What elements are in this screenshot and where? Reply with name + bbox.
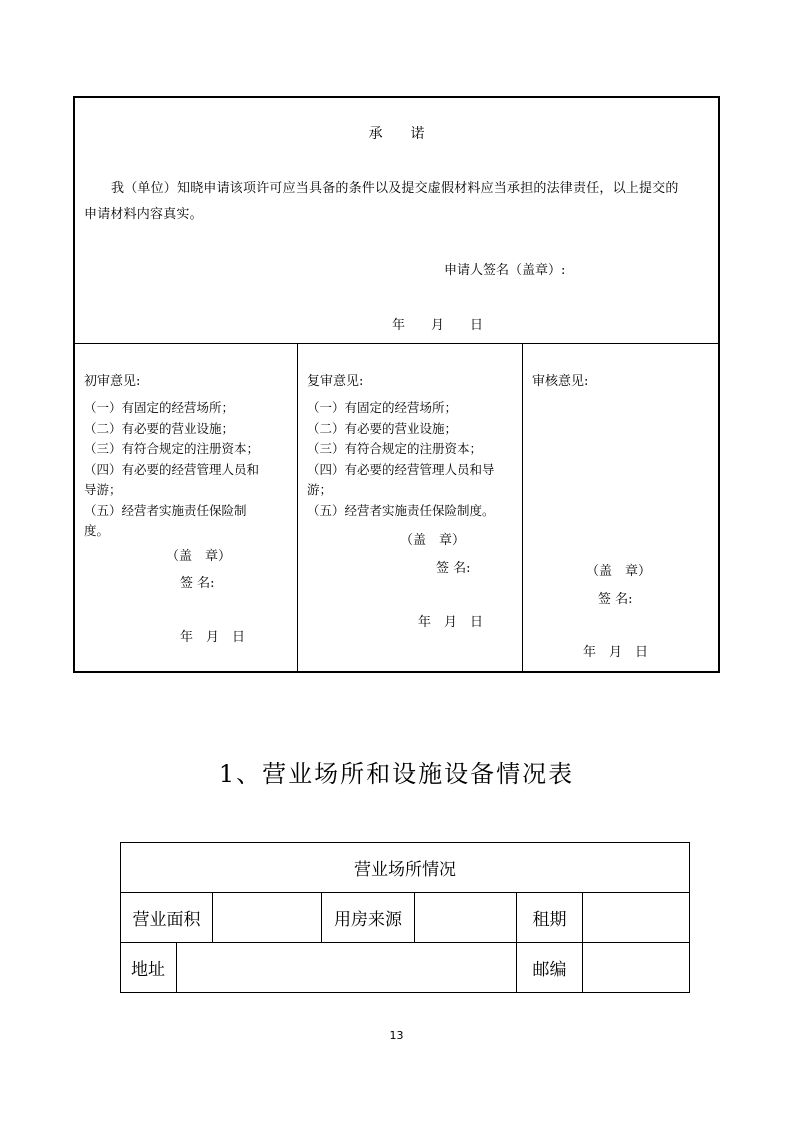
- review-divider-2: [522, 343, 523, 672]
- list-item: （二）有必要的营业设施；: [84, 420, 235, 436]
- source-value[interactable]: [415, 893, 517, 943]
- second-review-items: [307, 398, 521, 521]
- pledge-statement-line1: 我（单位）知晓申请该项许可应当具备的条件以及提交虚假材料应当承担的法律责任，以上提交的: [111, 181, 679, 196]
- area-label: 营业面积: [121, 893, 213, 943]
- source-label: 用房来源: [322, 893, 415, 943]
- list-item: （五）经营者实施责任保险制: [84, 502, 247, 518]
- pledge-statement: [84, 176, 718, 228]
- final-review-heading: 审核意见:: [532, 374, 589, 389]
- list-item: （三）有符合规定的注册资本；: [307, 441, 483, 456]
- section-title: 1、营业场所和设施设备情况表: [218, 760, 575, 788]
- postcode-label: 邮编: [517, 943, 583, 993]
- review-divider-1: [297, 343, 298, 672]
- list-item: （五）经营者实施责任保险制度。: [307, 502, 495, 518]
- table-row: [121, 843, 690, 893]
- second-sign-label: 签 名:: [436, 561, 471, 576]
- final-sign-label: 签 名:: [598, 592, 633, 607]
- table-row: [121, 893, 690, 943]
- initial-date: 年 月 日: [180, 630, 246, 645]
- initial-sign-label: 签 名:: [180, 576, 215, 591]
- initial-seal-label: （盖 章）: [166, 549, 232, 564]
- table-row: [121, 943, 690, 993]
- lease-value[interactable]: [583, 893, 690, 943]
- list-item: （二）有必要的营业设施；: [307, 420, 458, 436]
- second-review-heading: 复审意见:: [307, 374, 364, 389]
- address-value[interactable]: [177, 943, 517, 993]
- premises-header: 营业场所情况: [121, 843, 690, 893]
- page-number: 13: [389, 1029, 404, 1042]
- list-item: 游；: [307, 482, 333, 497]
- second-seal-label: （盖 章）: [400, 533, 466, 548]
- final-seal-label: （盖 章）: [586, 564, 652, 579]
- list-item: 导游；: [84, 482, 122, 497]
- list-item: （四）有必要的经营管理人员和: [84, 461, 260, 477]
- initial-review-items: [84, 398, 296, 542]
- address-label: 地址: [121, 943, 177, 993]
- list-item: （一）有固定的经营场所；: [84, 400, 235, 415]
- second-date: 年 月 日: [418, 615, 484, 630]
- postcode-value[interactable]: [583, 943, 690, 993]
- pledge-divider: [74, 343, 719, 344]
- area-value[interactable]: [213, 893, 322, 943]
- pledge-date: 年 月 日: [392, 318, 484, 333]
- premises-table: [120, 842, 690, 993]
- applicant-signature-label: 申请人签名（盖章）:: [444, 263, 566, 278]
- list-item: （四）有必要的经营管理人员和导: [307, 461, 495, 477]
- lease-label: 租期: [517, 893, 583, 943]
- list-item: （一）有固定的经营场所；: [307, 400, 458, 415]
- pledge-title: 承 诺: [368, 126, 425, 142]
- list-item: （三）有符合规定的注册资本；: [84, 441, 260, 456]
- pledge-statement-line2: 申请材料内容真实。: [84, 207, 203, 222]
- list-item: 度。: [84, 523, 110, 538]
- initial-review-heading: 初审意见:: [84, 374, 141, 389]
- final-date: 年 月 日: [583, 645, 649, 660]
